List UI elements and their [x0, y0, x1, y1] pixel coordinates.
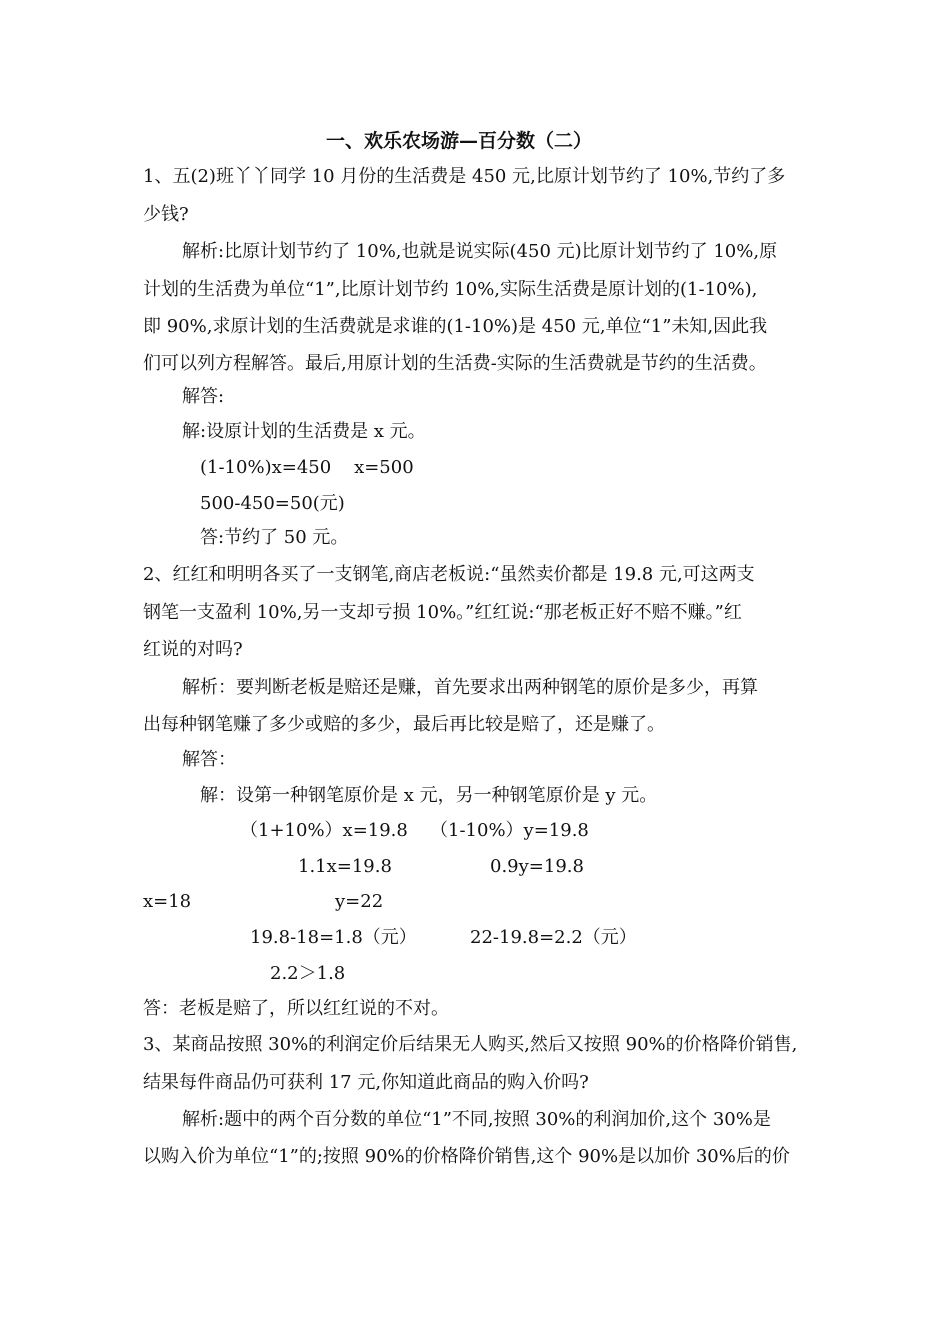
- q2-conclusion: 答：老板是赔了，所以红红说的不对。: [143, 998, 449, 1019]
- q1-analysis-line-2: 计划的生活费为单位“1”,比原计划节约 10%,实际生活费是原计划的(1-10%),: [143, 279, 758, 300]
- q2-equation-1-left: （1+10%）x=19.8: [240, 820, 408, 841]
- q2-text-line-2: 钢笔一支盈利 10%,另一支却亏损 10%。”红红说:“那老板正好不赔不赚。”红: [143, 602, 742, 623]
- q2-equation-4-right: 22-19.8=2.2（元）: [470, 927, 637, 948]
- q2-equation-4-left: 19.8-18=1.8（元）: [250, 927, 417, 948]
- q1-solution-line-4: 答:节约了 50 元。: [200, 527, 349, 548]
- q1-solution-line-3: 500-450=50(元): [200, 493, 345, 514]
- q3-text-line-1: 3、某商品按照 30%的利润定价后结果无人购买,然后又按照 90%的价格降价销售,: [143, 1034, 798, 1055]
- q1-answer-label: 解答:: [182, 386, 225, 407]
- q1-text-line-2: 少钱?: [143, 204, 189, 225]
- q2-equation-3-left: x=18: [143, 891, 192, 912]
- q1-solution-line-1: 解:设原计划的生活费是 x 元。: [182, 421, 426, 442]
- q2-equation-2-left: 1.1x=19.8: [298, 856, 392, 877]
- q1-solution-line-2: (1-10%)x=450 x=500: [200, 457, 414, 478]
- q1-text-line-1: 1、五(2)班丫丫同学 10 月份的生活费是 450 元,比原计划节约了 10%,节约了多: [143, 166, 786, 187]
- page-title: 一、欢乐农场游—百分数（二）: [326, 130, 593, 152]
- q3-text-line-2: 结果每件商品仍可获利 17 元,你知道此商品的购入价吗?: [143, 1072, 589, 1093]
- q1-analysis-line-4: 们可以列方程解答。最后,用原计划的生活费-实际的生活费就是节约的生活费。: [143, 353, 767, 374]
- q3-analysis-line-1: 解析:题中的两个百分数的单位“1”不同,按照 30%的利润加价,这个 30%是: [182, 1109, 771, 1130]
- q2-answer-label: 解答：: [182, 749, 236, 770]
- q2-comparison: 2.2＞1.8: [270, 963, 346, 984]
- q2-analysis-line-2: 出每种钢笔赚了多少或赔的多少，最后再比较是赔了，还是赚了。: [143, 714, 665, 735]
- q2-analysis-line-1: 解析：要判断老板是赔还是赚，首先要求出两种钢笔的原价是多少，再算: [182, 677, 758, 698]
- q2-solution-line-1: 解：设第一种钢笔原价是 x 元，另一种钢笔原价是 y 元。: [200, 785, 658, 806]
- q2-equation-1-right: （1-10%）y=19.8: [430, 820, 589, 841]
- q2-text-line-3: 红说的对吗?: [143, 639, 243, 660]
- q3-analysis-line-2: 以购入价为单位“1”的;按照 90%的价格降价销售,这个 90%是以加价 30%后的价: [143, 1146, 790, 1167]
- q2-equation-2-right: 0.9y=19.8: [490, 856, 584, 877]
- q1-analysis-line-3: 即 90%,求原计划的生活费就是求谁的(1-10%)是 450 元,单位“1”未知,因此我: [143, 316, 768, 337]
- q2-equation-3-right: y=22: [335, 891, 384, 912]
- q2-text-line-1: 2、红红和明明各买了一支钢笔,商店老板说:“虽然卖价都是 19.8 元,可这两支: [143, 564, 755, 585]
- q1-analysis-line-1: 解析:比原计划节约了 10%,也就是说实际(450 元)比原计划节约了 10%,原: [182, 241, 778, 262]
